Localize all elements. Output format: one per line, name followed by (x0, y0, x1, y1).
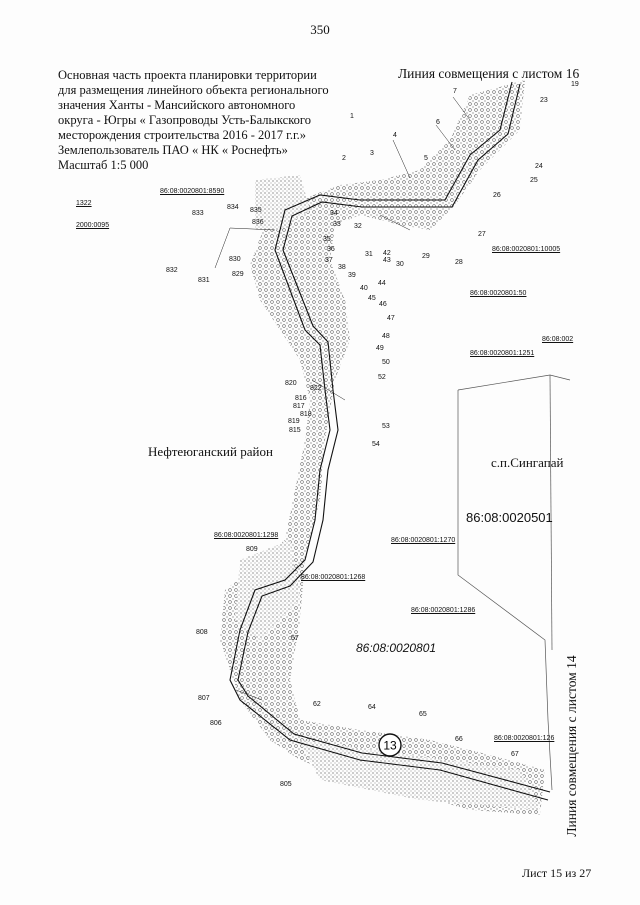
parcel-number: 86:08:0020801:1268 (301, 574, 366, 581)
parcel-number-large: 86:08:0020501 (466, 510, 553, 525)
sheet-footer: Лист 15 из 27 (522, 866, 592, 880)
point-number-label: 46 (379, 301, 387, 308)
parcel-number: 86:08:002 (542, 336, 574, 343)
point-number-label: 28 (455, 259, 463, 266)
point-number-label: 805 (280, 781, 292, 788)
point-number-label: 37 (325, 257, 333, 264)
title-line: округа - Югры « Газопроводы Усть-Балыкского (58, 113, 311, 127)
point-number-label: 32 (354, 223, 362, 230)
point-number-label: 23 (540, 97, 548, 104)
land-user-line: Землепользователь ПАО « НК « Роснефть» (58, 143, 288, 157)
parcel-number: 86:08:0020801:1298 (214, 532, 279, 539)
point-number-label: 833 (192, 210, 204, 217)
svg-text:13: 13 (383, 738, 397, 753)
title-line: для размещения линейного объекта регионального (58, 83, 329, 97)
point-number-label: 36 (327, 246, 335, 253)
point-number-label: 816 (295, 395, 307, 402)
point-number-label: 832 (166, 267, 178, 274)
point-number-label: 65 (419, 711, 427, 718)
point-number-label: 42 (383, 250, 391, 257)
parcel-number: 1322 (76, 200, 92, 207)
point-number-label: 25 (530, 177, 538, 184)
parcel-number-large: 86:08:0020801 (356, 641, 437, 655)
point-number-label: 38 (338, 264, 346, 271)
parcel-boundaries (458, 375, 570, 790)
parcel-number: 86:08:0020801:8590 (160, 188, 225, 195)
scale-line: Масштаб 1:5 000 (58, 158, 149, 172)
point-number-label: 31 (365, 251, 373, 258)
point-number-label: 57 (291, 635, 299, 642)
point-number-label: 35 (323, 236, 331, 243)
point-number-label: 66 (455, 736, 463, 743)
point-number-label: 809 (246, 546, 258, 553)
point-number-label: 43 (383, 257, 391, 264)
point-number-label: 836 (252, 219, 264, 226)
point-number-label: 808 (196, 629, 208, 636)
match-line-top-label: Линия совмещения с листом 16 (398, 66, 580, 81)
point-number-label: 62 (313, 701, 321, 708)
point-number-label: 30 (396, 261, 404, 268)
point-number-label: 64 (368, 704, 376, 711)
title-block (58, 68, 329, 173)
point-number-label: 807 (198, 695, 210, 702)
point-number-label: 3 (370, 150, 374, 157)
point-number-label: 819 (288, 418, 300, 425)
point-number-label: 45 (368, 295, 376, 302)
point-number-label: 34 (330, 210, 338, 217)
parcel-number: 86:08:0020801:1270 (391, 537, 456, 544)
point-number-label: 834 (227, 204, 239, 211)
point-number-label: 40 (360, 285, 368, 292)
point-number-label: 50 (382, 359, 390, 366)
point-number-label: 6 (436, 119, 440, 126)
point-number-label: 5 (424, 155, 428, 162)
point-number-label: 817 (293, 403, 305, 410)
point-number-label: 815 (289, 427, 301, 434)
point-number-label: 26 (493, 192, 501, 199)
point-number-label: 831 (198, 277, 210, 284)
point-number-label: 67 (511, 751, 519, 758)
point-number-label: 829 (232, 271, 244, 278)
point-number-label: 47 (387, 315, 395, 322)
point-number-label: 818 (300, 411, 312, 418)
point-number-label: 53 (382, 423, 390, 430)
title-line: месторождения строительства 2016 - 2017 г.г.» (58, 128, 307, 142)
parcel-number: 86:08:0020801:10005 (492, 246, 561, 253)
match-line-right-label: Линия совмещения с листом 14 (564, 655, 579, 837)
point-number-label: 54 (372, 441, 380, 448)
point-number-label: 806 (210, 720, 222, 727)
point-number-label: 24 (535, 163, 543, 170)
settlement-label: с.п.Сингапай (491, 455, 564, 470)
title-line: значения Ханты - Мансийского автономного (58, 98, 296, 112)
point-number-label: 4 (393, 132, 397, 139)
point-number-label: 49 (376, 345, 384, 352)
point-number-label: 52 (378, 374, 386, 381)
parcel-number: 86:08:0020801:50 (470, 290, 527, 297)
parcel-number: 2000:0095 (76, 222, 110, 229)
parcel-number: 86:08:0020801:1286 (411, 607, 476, 614)
parcel-number: 86:08:0020801:1251 (470, 350, 535, 357)
point-number-label: 33 (333, 221, 341, 228)
point-number-label: 1 (350, 113, 354, 120)
point-number-label: 27 (478, 231, 486, 238)
point-number-label: 2 (342, 155, 346, 162)
point-number-label: 822 (310, 385, 322, 392)
point-number-label: 820 (285, 380, 297, 387)
point-number-label: 29 (422, 253, 430, 260)
point-number-label: 7 (453, 88, 457, 95)
point-number-label: 830 (229, 256, 241, 263)
point-number-label: 835 (250, 207, 262, 214)
title-line: Основная часть проекта планировки территории (58, 68, 317, 82)
point-number-label: 39 (348, 272, 356, 279)
section-number-marker (379, 734, 401, 756)
point-number-label: 48 (382, 333, 390, 340)
region-label: Нефтеюганский район (148, 444, 273, 459)
parcel-number: 86:08:0020801:126 (494, 735, 555, 742)
point-number-label: 44 (378, 280, 386, 287)
point-number-label: 19 (571, 81, 579, 88)
page-number: 350 (310, 22, 330, 37)
